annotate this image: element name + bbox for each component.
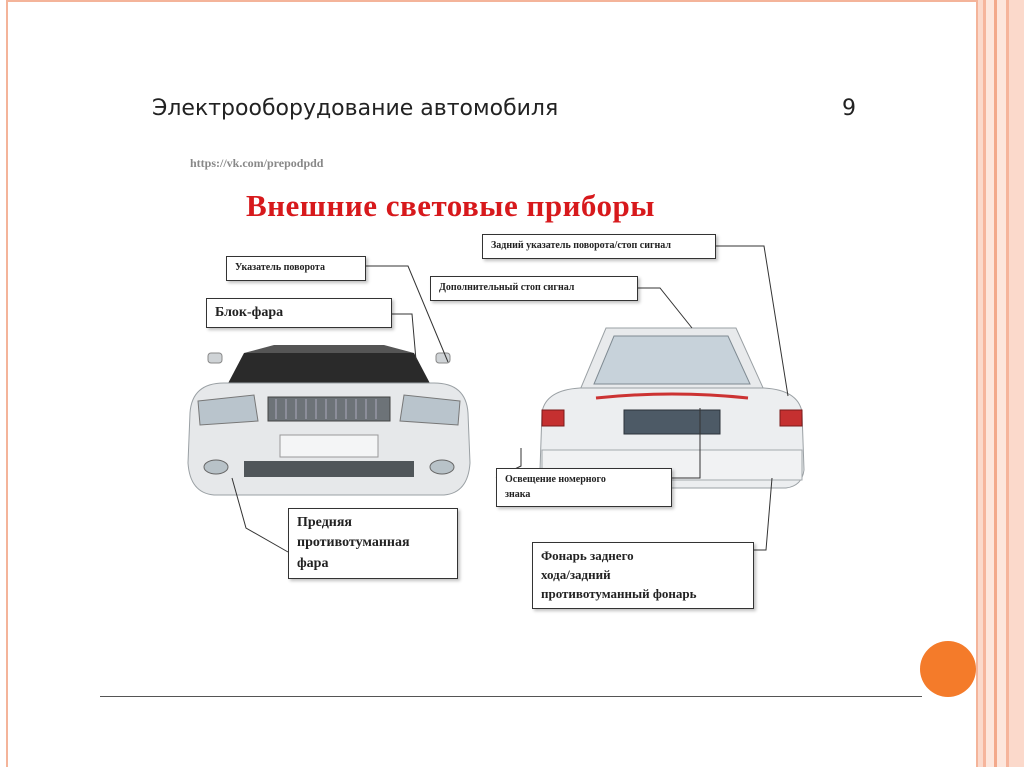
callout-text-line3: фара [297,555,329,571]
callout-turn-signal [226,256,366,281]
callout-rear-lamp [532,542,754,609]
figure-source-url: https://vk.com/prepodpdd [190,156,324,170]
callout-text-line3: противотуманный фонарь [541,585,697,601]
callout-text-line1: Фонарь заднего [541,548,634,563]
callout-text: Указатель поворота [235,262,325,273]
decorative-stripes [978,0,1024,767]
callout-headlight-block [206,298,392,328]
callout-text: Блок-фара [215,305,284,320]
lighting-figure [176,148,838,628]
callout-text-line1: Освещение номерного [505,474,606,485]
callout-extra-stop [430,276,638,301]
callout-text-line1: Предняя [297,515,353,530]
slide-number: 9 [842,96,856,121]
figure-heading: Внешние световые приборы [246,188,655,223]
footer-divider [100,696,922,697]
callout-text: Задний указатель поворота/стоп сигнал [491,240,672,251]
slide-title: Электрооборудование автомобиля [152,96,559,121]
callout-text: Дополнительный стоп сигнал [439,282,575,293]
callout-text-line2: противотуманная [297,535,410,551]
callout-rear-turn-stop [482,234,716,259]
callout-text-line2: знака [505,488,531,500]
decorative-orange-circle [920,641,976,697]
callout-text-line2: хода/задний [541,566,611,582]
callout-front-fog-lamp [288,508,458,579]
callout-plate-light [496,468,672,507]
